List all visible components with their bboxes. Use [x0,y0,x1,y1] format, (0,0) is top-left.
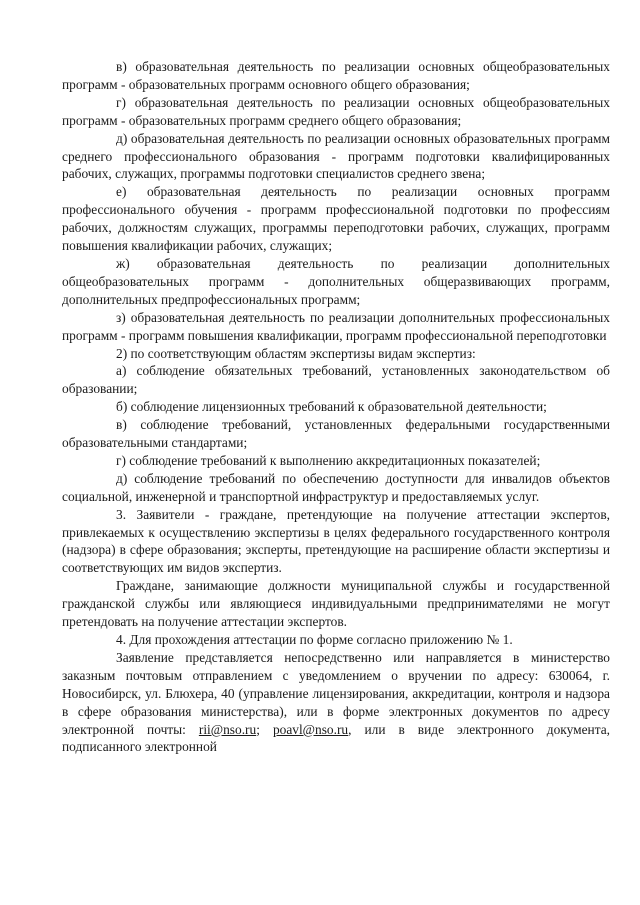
paragraph-g-accreditation-indicators: г) соблюдение требований к выполнению аккредитационных показателей; [116,452,541,468]
submission-text-after: , или в виде электронного документа, подписанного электронной [62,721,614,755]
paragraph-e-vocational-training: е) образовательная деятельность по реализации основных программ профессионального обучения - программ профессиональной подготовки по профессиям рабочих, должностям служащих, программы переподготовки рабочих, служащих, программ повышения квалификации рабочих, служащих; [62,184,614,254]
paragraph-d-secondary-vocational: д) образовательная деятельность по реализации основных образовательных программ среднего профессионального образования - программ подготовки квалифицированных рабочих, служащих, программы подготовки специалистов среднего звена; [62,130,614,182]
paragraph-g-secondary-general: г) образовательная деятельность по реализации основных общеобразовательных программ - образовательных программ среднего общего образования; [62,94,614,128]
paragraph-a-mandatory-requirements: а) соблюдение обязательных требований, установленных законодательством об образовании; [62,363,614,397]
paragraph-4-attestation-form: 4. Для прохождения аттестации по форме согласно приложению № 1. [116,632,513,647]
paragraph-v-basic-general: в) образовательная деятельность по реализации основных общеобразовательных программ - образовательных программ основного общего образования; [62,59,614,92]
paragraph-3-applicants: 3. Заявители - граждане, претендующие на получение аттестации экспертов, привлекаемых к осуществлению экспертизы в целях федерального государственного контроля (надзора) в сфере образования; эксперты, претендующие на расширение области экспертизы и соответствующих им видов экспертиз. [62,506,614,576]
paragraph-b-license-requirements: б) соблюдение лицензионных требований к образовательной деятельности; [116,399,547,415]
email-separator: ; [256,721,273,737]
paragraph-2-expertise-types: 2) по соответствующим областям экспертизы видам экспертиз: [116,345,476,361]
paragraph-zh-additional-general: ж) образовательная деятельность по реализации дополнительных общеобразовательных программ - дополнительных общеразвивающих программ, дополнительных предпрофессиональных программ; [62,255,614,307]
paragraph-z-additional-professional: з) образовательная деятельность по реализации дополнительных профессиональных программ - программ повышения квалификации, программ профессиональной переподготовки [62,309,614,343]
submission-text-before: Заявление представляется непосредственно или направляется в министерство заказным почтовым отправлением с уведомлением о вручении по адресу: 630064, г. Новосибирск, ул. Блюхера, 40 (управление лицензирования, аккредитации, контроля и надзора в сфере образования министерства), или в форме электронных документов по адресу электронной почты: [62,649,614,737]
paragraph-d-accessibility: д) соблюдение требований по обеспечению доступности для инвалидов объектов социальной, инженерной и транспортной инфраструктур и предоставляемых услуг. [62,470,614,504]
document-page [62,58,614,756]
email-link-poavl[interactable]: poavl@nso.ru [272,721,349,737]
paragraph-civil-servants: Граждане, занимающие должности муниципальной службы и государственной гражданской службы или являющиеся индивидуальными предпринимателями не могут претендовать на получение аттестации экспертов. [62,578,614,630]
email-link-rii[interactable]: rii@nso.ru [198,721,257,737]
paragraph-v-standards: в) соблюдение требований, установленных федеральными государственными образовательными стандартами; [62,417,614,451]
paragraph-application-submission [62,649,614,756]
